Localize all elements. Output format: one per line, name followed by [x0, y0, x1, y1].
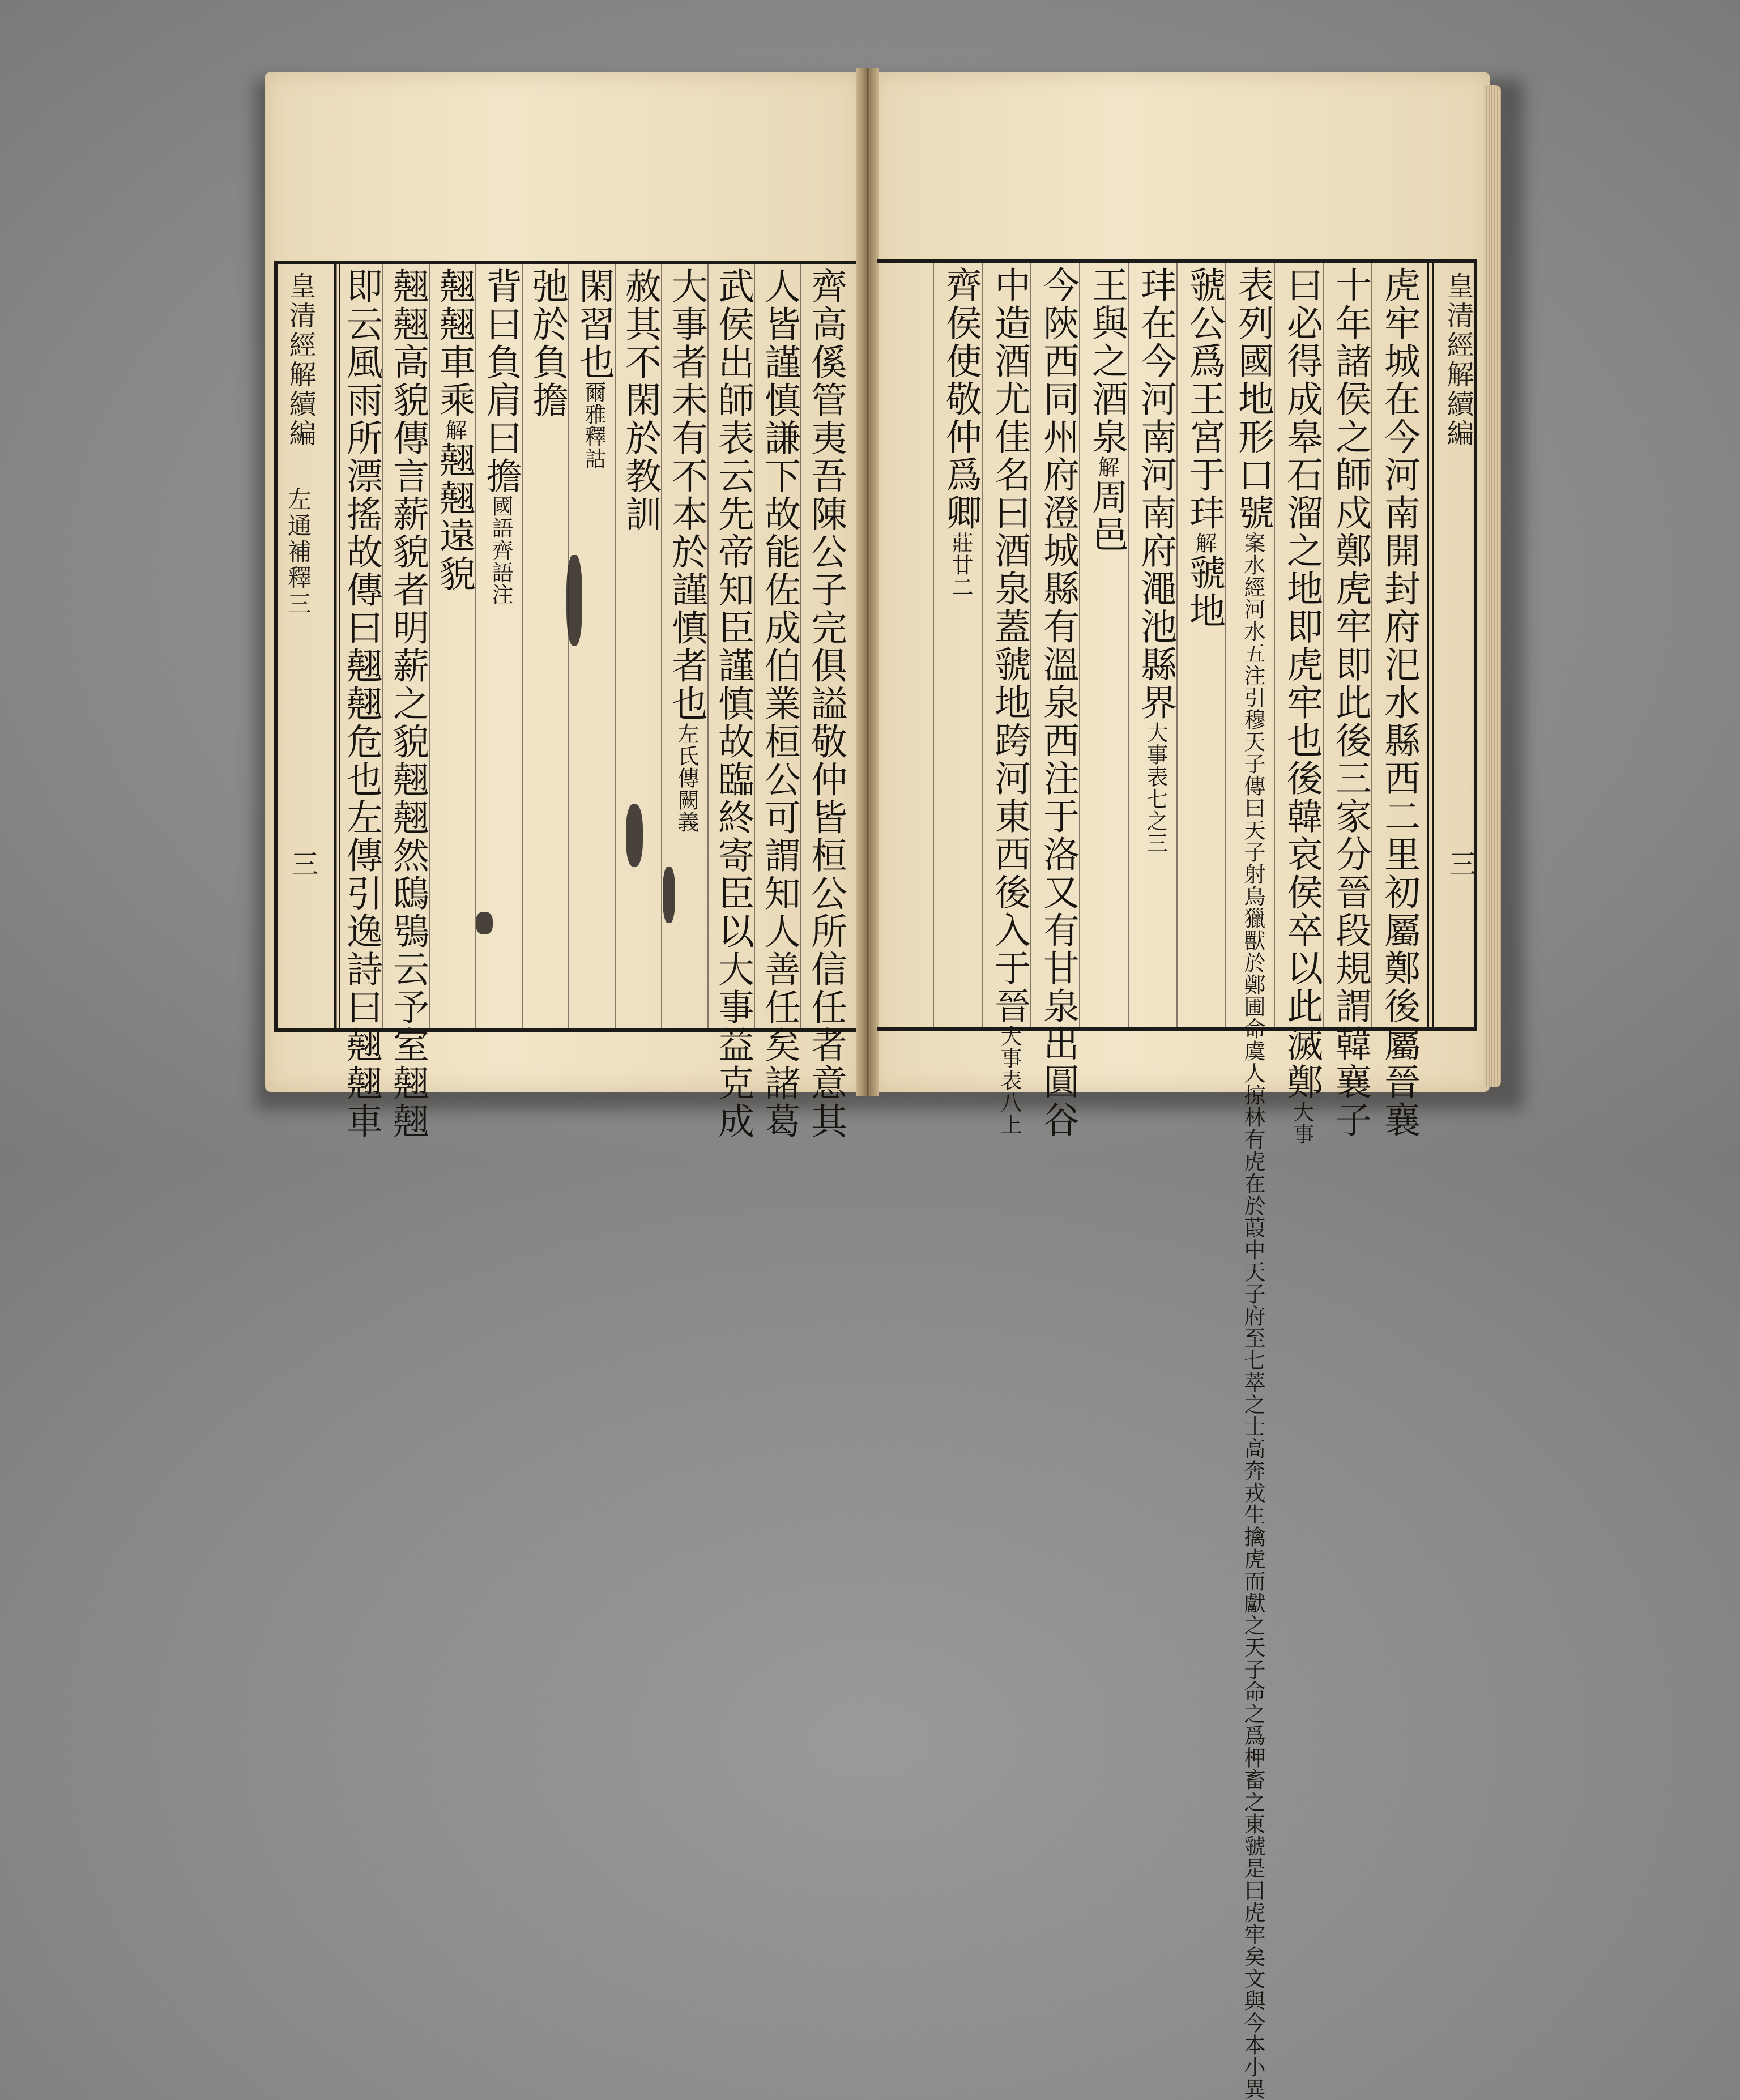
left-column: [338, 267, 384, 1140]
right-column-text: 玤在今河南河南府澠池縣界: [1135, 266, 1176, 722]
right-column-text: 中造酒尤佳名曰酒泉蓋虢地跨河東西後入于晉: [988, 266, 1030, 1025]
left-column-text: 武侯出師表云先帝知臣謹慎故臨終寄臣以大事益克成: [712, 267, 754, 1140]
right-column-annotation: 大事表八上: [997, 1025, 1022, 1136]
right-column-text: 王與之酒泉: [1086, 266, 1128, 456]
right-column: [1129, 266, 1178, 1025]
left-column-annotation: 國語齊語注: [488, 495, 513, 605]
left-column-text: 背曰負肩曰擔: [480, 267, 522, 495]
left-column-text: 弛於負擔: [526, 267, 568, 419]
right-column-text: 虎牢城在今河南開封府汜水縣西二里初屬鄭後屬晉襄: [1378, 266, 1420, 1139]
left-column: [384, 267, 430, 1140]
right-column: [1032, 266, 1081, 1139]
left-column-text: 翹翹高貌傳言薪貌者明薪之貌翹翹然鴟鴞云予室翹翹: [387, 267, 429, 1140]
left-margin-subtitle: 左通補釋三: [284, 487, 312, 617]
right-column-annotation: 解: [1192, 532, 1217, 554]
right-column-text: 曰必得成皋石溜之地即虎牢也後韓哀侯卒以此滅鄭: [1281, 266, 1323, 1101]
right-column: [1227, 266, 1276, 2100]
right-column-annotation: 大事: [1289, 1101, 1314, 1145]
right-margin-title: 皇清經解續編: [1442, 272, 1474, 449]
right-folio-number: 三: [1444, 850, 1476, 879]
ink-blot: [476, 912, 493, 934]
column-rule: [336, 264, 337, 1028]
left-column-annotation: 左氏傳闕義: [674, 723, 699, 833]
left-column-annotation: 解: [442, 419, 467, 441]
left-column: [430, 267, 477, 1026]
right-column-annotation: 莊廿二: [948, 532, 973, 598]
left-folio-number: 三: [287, 850, 318, 879]
column-rule: [933, 263, 934, 1027]
left-column-text: 翹翹遠貌: [433, 441, 475, 593]
page-edges: [1484, 85, 1501, 1087]
left-column-text: 赦其不閑於教訓: [619, 267, 661, 533]
right-column: [1324, 266, 1373, 1139]
left-column-text: 齊高傒管夷吾陳公子完俱謚敬仲皆桓公所信任者意其: [805, 267, 847, 1140]
ink-blot: [663, 867, 675, 923]
left-column-text: 即云風雨所漂搖故傳曰翹翹危也左傳引逸詩曰翹翹車: [340, 267, 382, 1140]
right-column-text: 虢地: [1183, 554, 1225, 630]
left-column: [709, 267, 756, 1140]
right-column: [1081, 266, 1129, 1025]
right-column-annotation: 大事表七之三: [1143, 722, 1168, 854]
ink-blot: [626, 804, 643, 867]
left-column: [616, 267, 663, 1026]
right-margin-line-2: [1432, 259, 1434, 1031]
right-column-annotation: 案水經河水五注引穆天子傳曰天子射鳥獵獸於鄭圃命虞人掠林有虎在於葭中天子府至七萃之士高奔戎生擒虎而獻之天子命之爲柙畜之東虢是曰虎牢矣文與今本小異: [1240, 532, 1265, 2100]
left-column-text: 大事者未有不本於謹慎者也: [666, 267, 707, 723]
ink-blot: [566, 555, 582, 646]
left-column: [570, 267, 616, 1026]
left-column-annotation: 爾雅釋詁: [581, 381, 606, 469]
book-gutter: [856, 68, 879, 1096]
left-column-text: 翹翹車乘: [433, 267, 475, 419]
right-column: [1373, 266, 1422, 1139]
left-column: [756, 267, 802, 1140]
right-column-text: 十年諸侯之師戍鄭虎牢即此後三家分晉段規謂韓襄子: [1329, 266, 1371, 1139]
right-column-text: 虢公爲王宮于玤: [1183, 266, 1225, 532]
right-column: [983, 266, 1032, 1136]
left-column-text: 閑習也: [573, 267, 615, 381]
right-column-text: 齊侯使敬仲爲卿: [940, 266, 982, 532]
right-margin-line: [1427, 259, 1429, 1031]
left-margin-title: 皇清經解續編: [284, 272, 316, 449]
left-column: [802, 267, 848, 1140]
right-column-text: 周邑: [1086, 478, 1128, 554]
right-column: [935, 266, 983, 1025]
right-column-text: 表列國地形口號: [1232, 266, 1274, 532]
left-column: [523, 267, 570, 1026]
right-column: [1276, 266, 1324, 1145]
right-column: [1178, 266, 1227, 1025]
left-column-text: 人皆謹慎謙下故能佐成伯業桓公可謂知人善任矣諸葛: [758, 267, 800, 1140]
right-column-annotation: 解: [1094, 456, 1119, 478]
right-column-text: 今陝西同州府澄城縣有溫泉西注于洛又有甘泉出圓谷: [1037, 266, 1079, 1139]
